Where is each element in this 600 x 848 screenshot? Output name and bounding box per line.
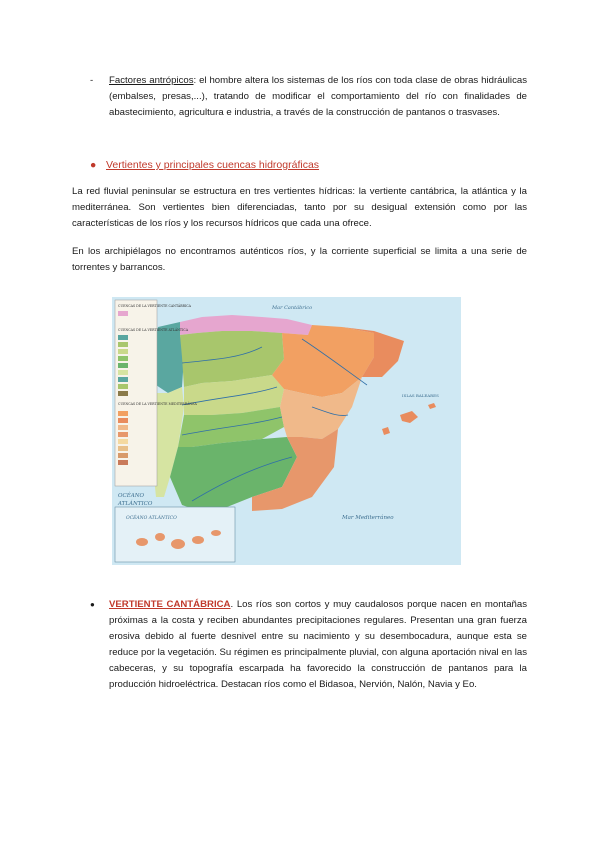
vertiente-cantabrica-item [90,597,527,693]
vertiente-cantabrica-text: . Los ríos son cortos y muy caudalosos porque nacen en montañas próximas a la costa y reciben abundantes precipitaciones regulares. Presentan una gran fuerza erosiva debido al fuerte desnivel entre su nacimiento y su desembocadura, aunque esta se reduce por la vegetación. Su régimen es principalmente pluvial, con alguna aportación nival en las cabeceras, y su topografía escarpada ha favorecido la construcción de pantanos para la producción hidroeléctrica. Destacan ríos como el Bidasoa, Nervión, Nalón, Navia y Eo. [109,599,527,690]
legend-swatch-7 [118,377,128,382]
legend-mediterranea-title: CUENCAS DE LA VERTIENTE MEDITERRÁNEA [118,402,197,406]
label-oceano-1: OCÉANO [118,493,145,499]
legend-swatch-2 [118,342,128,347]
legend-atlantica-title: CUENCAS DE LA VERTIENTE ATLÁNTICA [118,328,189,332]
legend-swatch-4 [118,356,128,361]
label-mar-mediterraneo: Mar Mediterráneo [342,515,394,521]
cantabrica-bullet: ● [90,600,95,609]
legend-swatch-8 [118,384,128,389]
label-oceano-2: ATLÁNTICO [118,501,153,507]
label-oceano-canarias: OCÉANO ATLÁNTICO [126,516,177,521]
island-1 [136,538,148,546]
heading-text: Vertientes y principales cuencas hidrográficas [106,159,320,171]
legend-swatch-cantabrica [118,311,128,316]
legend-swatch-14 [118,439,128,444]
legend-swatch-16 [118,453,128,458]
legend-swatch-13 [118,432,128,437]
legend-swatch-1 [118,335,128,340]
label-islas-baleares: ISLAS BALEARES [402,393,439,398]
paragraph-archipielagos: En los archipiélagos no encontramos auténticos ríos, y la corriente superficial se limita a una serie de torrentes y barrancos. [72,246,527,273]
island-3 [171,539,185,549]
island-2 [155,533,165,541]
legend-swatch-17 [118,460,128,465]
island-4 [192,536,204,544]
legend-swatch-15 [118,446,128,451]
label-mar-cantabrico: Mar Cantábrico [272,305,313,311]
factores-antropicos-term: Factores antrópicos [109,75,194,86]
section-heading [90,157,319,173]
legend-swatch-3 [118,349,128,354]
paragraph-vertientes: La red fluvial peninsular se estructura en tres vertientes hídricas: la vertiente cantábrica, la atlántica y la mediterránea. Son vertientes bien diferenciadas, tanto por su desigual extensión como por las características de los ríos y los recursos hídricos que cada una ofrece. [72,186,527,229]
hydrographic-basins-map [112,297,461,565]
legend-swatch-5 [118,363,128,368]
legend-swatch-10 [118,411,128,416]
vertiente-cantabrica-label: VERTIENTE CANTÁBRICA [109,599,231,610]
factores-antropicos-text: : el hombre altera los sistemas de los ríos con toda clase de obras hidráulicas (embalses, presas,...), tratando de modificar el comportamiento del río con finalidades de abastecimiento, agricultura e industria, a través de la construcción de pantanos o trasvases. [109,75,527,118]
legend-swatch-12 [118,425,128,430]
factores-antropicos-item [90,73,527,121]
island-5 [211,530,221,536]
dash-bullet: - [90,75,94,86]
legend-cantabrica-title: CUENCAS DE LA VERTIENTE CANTÁBRICA [118,304,191,308]
legend-swatch-11 [118,418,128,423]
heading-bullet: ● [90,159,97,171]
legend-swatch-6 [118,370,128,375]
legend-swatch-9 [118,391,128,396]
